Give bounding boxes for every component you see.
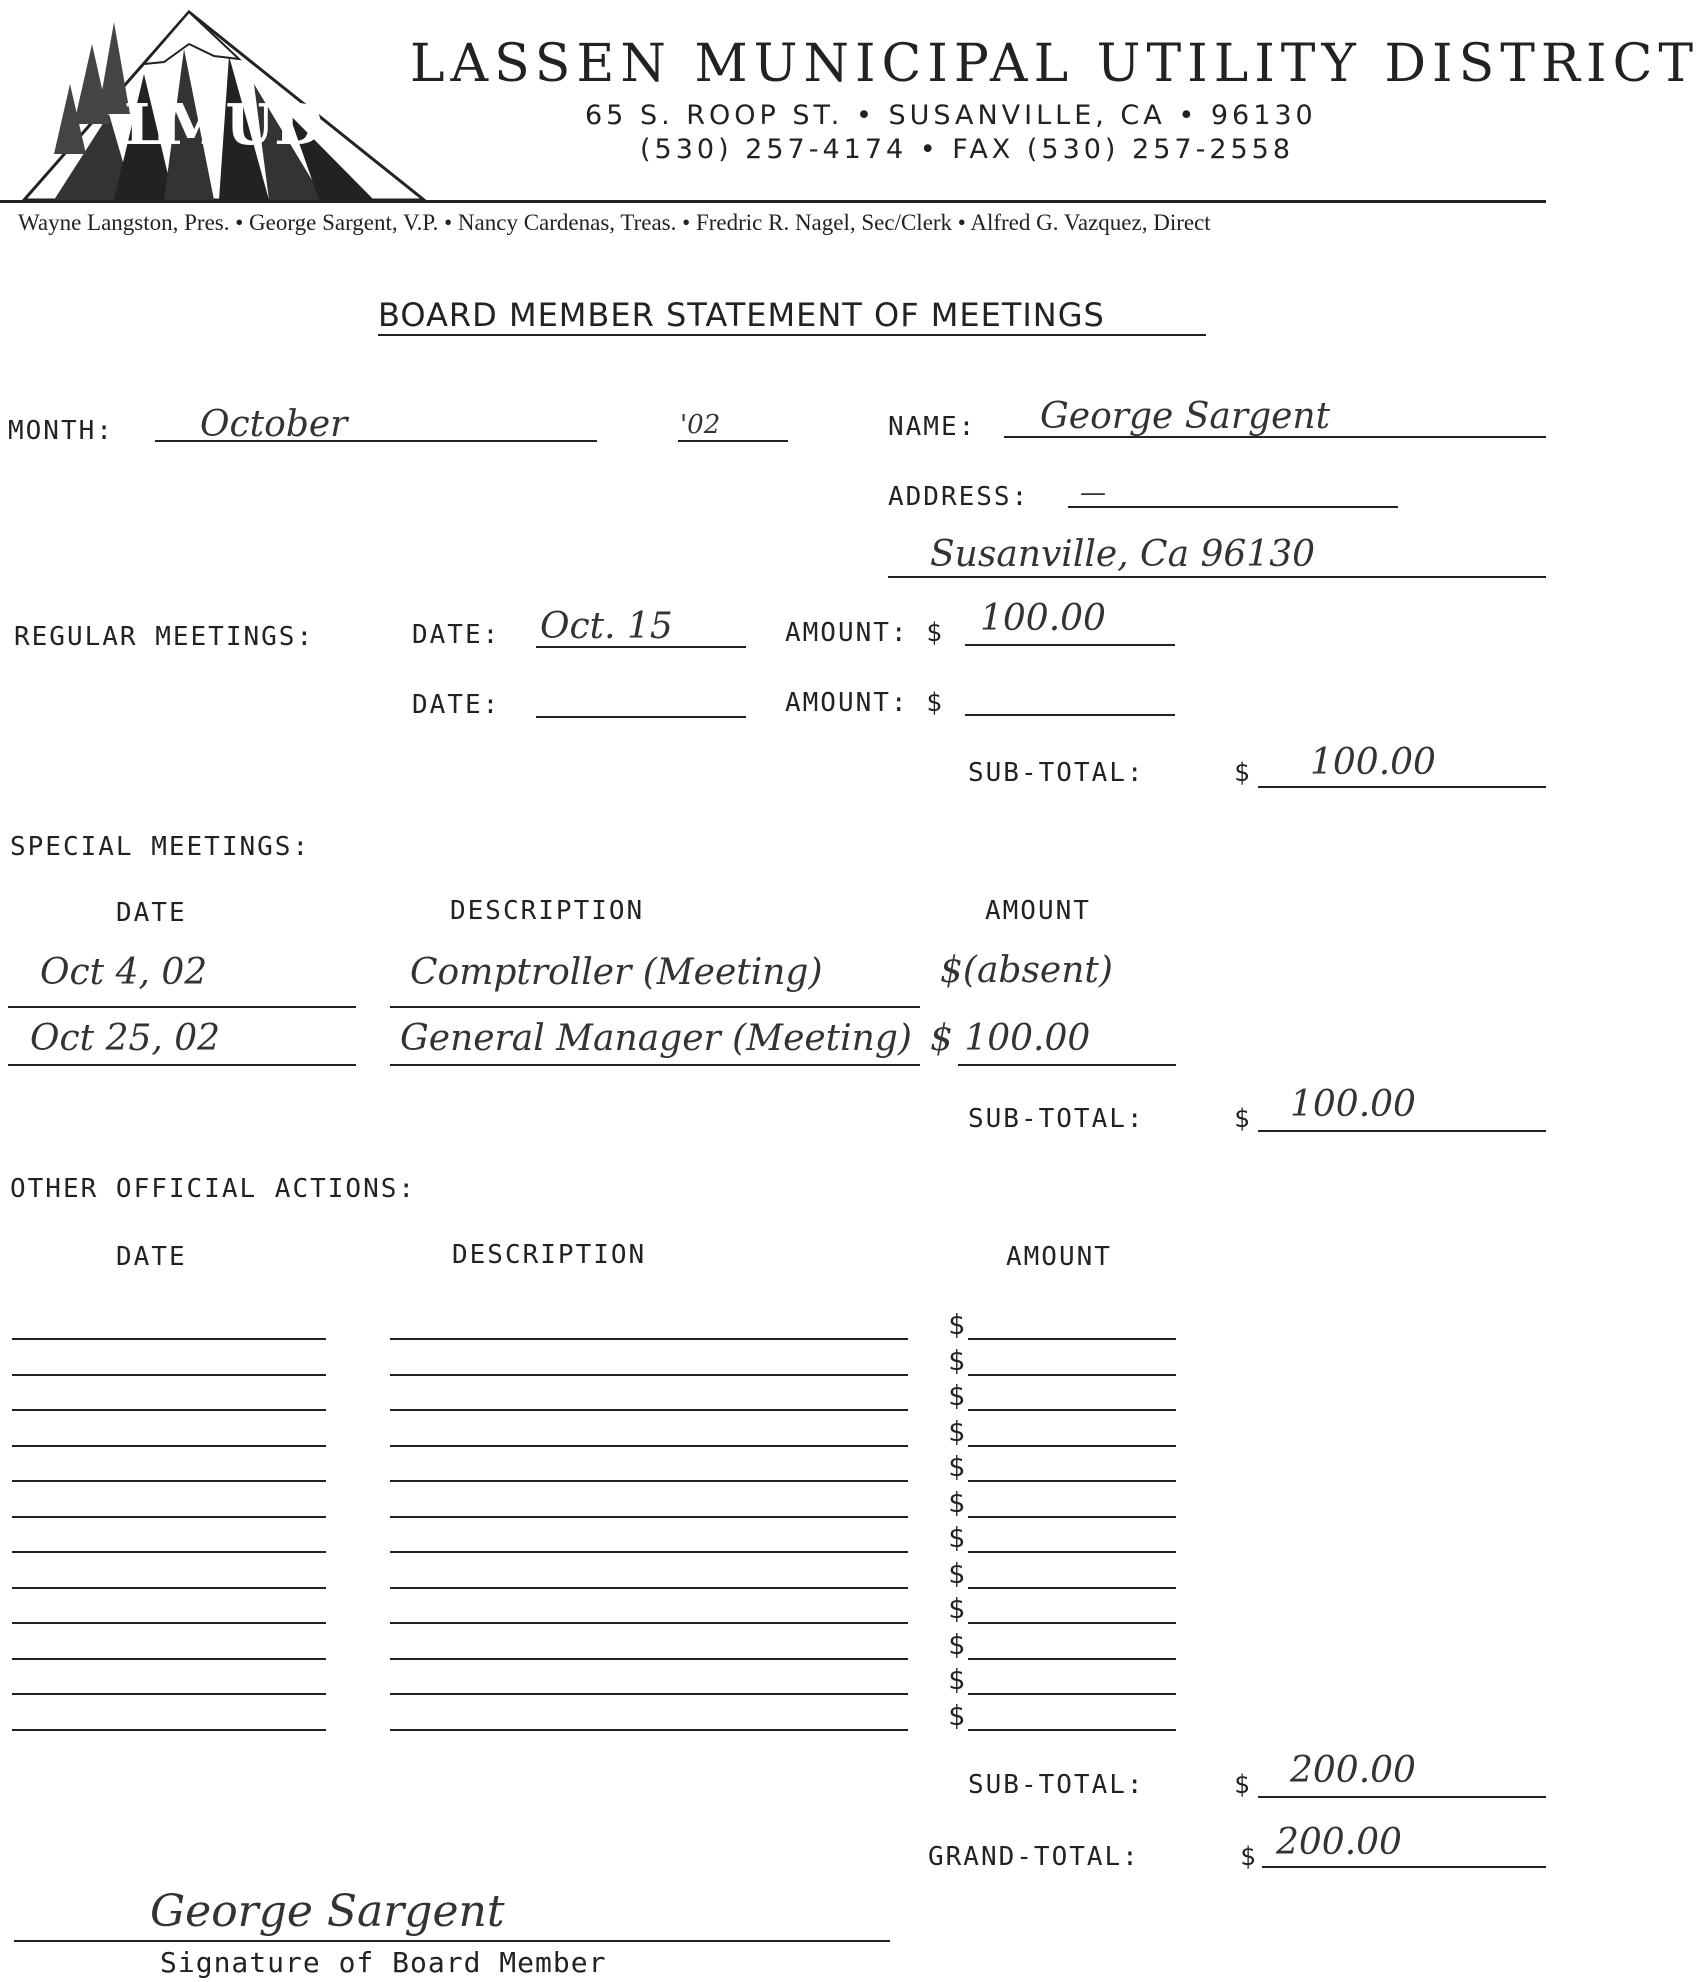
- other-description-line[interactable]: [390, 1516, 908, 1518]
- other-date-line[interactable]: [12, 1516, 326, 1518]
- special-meetings-label: SPECIAL MEETINGS:: [10, 832, 311, 862]
- regular-amount-label-1: AMOUNT: $: [785, 618, 944, 648]
- special-col-amount: AMOUNT: [985, 896, 1091, 926]
- other-date-line[interactable]: [12, 1729, 326, 1731]
- other-date-line[interactable]: [12, 1693, 326, 1695]
- org-name: LASSEN MUNICIPAL UTILITY DISTRICT: [410, 34, 1699, 94]
- regular-amount-value-1[interactable]: 100.00: [980, 598, 1106, 639]
- address-value-1[interactable]: —: [1080, 478, 1106, 508]
- other-date-line[interactable]: [12, 1480, 326, 1482]
- special-date-line-1: [8, 1006, 356, 1008]
- year-line: [678, 440, 788, 442]
- grand-total-value[interactable]: 200.00: [1276, 1822, 1402, 1863]
- other-description-line[interactable]: [390, 1374, 908, 1376]
- other-date-line[interactable]: [12, 1551, 326, 1553]
- other-col-date: DATE: [116, 1242, 187, 1272]
- special-desc-value-1[interactable]: Comptroller (Meeting): [410, 952, 823, 993]
- other-description-line[interactable]: [390, 1622, 908, 1624]
- other-subtotal-dollar: $: [1234, 1770, 1252, 1800]
- special-desc-value-2[interactable]: General Manager (Meeting): [400, 1018, 912, 1059]
- regular-subtotal-dollar: $: [1234, 758, 1252, 788]
- other-description-line[interactable]: [390, 1729, 908, 1731]
- address-line-2: [888, 576, 1546, 578]
- special-amount-value-1[interactable]: $(absent): [940, 950, 1113, 991]
- other-dollar-sign: $: [948, 1521, 965, 1554]
- other-amount-line[interactable]: [968, 1480, 1176, 1482]
- other-dollar-sign: $: [948, 1557, 965, 1590]
- other-amount-line[interactable]: [968, 1729, 1176, 1731]
- other-date-line[interactable]: [12, 1445, 326, 1447]
- other-dollar-sign: $: [948, 1379, 965, 1412]
- other-description-line[interactable]: [390, 1658, 908, 1660]
- board-member-signature[interactable]: George Sargent: [150, 1886, 505, 1937]
- regular-date-value-1[interactable]: Oct. 15: [540, 606, 673, 647]
- regular-subtotal-line: [1258, 786, 1546, 788]
- regular-amount-line-2[interactable]: [965, 714, 1175, 716]
- special-amount-line-2: [958, 1064, 1176, 1066]
- special-subtotal-label: SUB-TOTAL:: [968, 1104, 1145, 1134]
- special-subtotal-line: [1258, 1130, 1546, 1132]
- other-amount-line[interactable]: [968, 1409, 1176, 1411]
- other-subtotal-line: [1258, 1796, 1546, 1798]
- special-desc-line-2: [390, 1064, 920, 1066]
- other-amount-line[interactable]: [968, 1693, 1176, 1695]
- other-dollar-sign: $: [948, 1663, 965, 1696]
- other-description-line[interactable]: [390, 1551, 908, 1553]
- special-subtotal-dollar: $: [1234, 1104, 1252, 1134]
- other-amount-line[interactable]: [968, 1445, 1176, 1447]
- other-actions-label: OTHER OFFICIAL ACTIONS:: [10, 1174, 417, 1204]
- signature-caption: Signature of Board Member: [160, 1946, 607, 1979]
- special-desc-line-1: [390, 1006, 920, 1008]
- lmud-logo: [14, 4, 434, 204]
- other-dollar-sign: $: [948, 1308, 965, 1341]
- other-dollar-sign: $: [948, 1344, 965, 1377]
- logo-text: LMUD: [124, 92, 323, 158]
- special-date-value-2[interactable]: Oct 25, 02: [30, 1018, 221, 1059]
- officers-list: Wayne Langston, Pres. • George Sargent, V.P. • Nancy Cardenas, Treas. • Fredric R. Nagel, Sec/Clerk • Alfred G. Vazquez, Direct: [18, 210, 1211, 235]
- month-label: MONTH:: [8, 416, 114, 446]
- title-underline: [378, 334, 1206, 336]
- other-dollar-sign: $: [948, 1699, 965, 1732]
- regular-amount-line-1: [965, 644, 1175, 646]
- other-description-line[interactable]: [390, 1338, 908, 1340]
- other-col-amount: AMOUNT: [1006, 1242, 1112, 1272]
- regular-subtotal-label: SUB-TOTAL:: [968, 758, 1145, 788]
- other-dollar-sign: $: [948, 1450, 965, 1483]
- other-col-description: DESCRIPTION: [452, 1240, 647, 1270]
- other-date-line[interactable]: [12, 1409, 326, 1411]
- regular-subtotal-value[interactable]: 100.00: [1310, 742, 1436, 783]
- special-col-description: DESCRIPTION: [450, 896, 645, 926]
- other-amount-line[interactable]: [968, 1374, 1176, 1376]
- other-description-line[interactable]: [390, 1693, 908, 1695]
- other-subtotal-value[interactable]: 200.00: [1290, 1750, 1416, 1791]
- address-label: ADDRESS:: [888, 482, 1030, 512]
- other-dollar-sign: $: [948, 1628, 965, 1661]
- special-date-value-1[interactable]: Oct 4, 02: [40, 952, 208, 993]
- address-value-2[interactable]: Susanville, Ca 96130: [930, 534, 1316, 575]
- name-label: NAME:: [888, 412, 977, 442]
- month-value[interactable]: October: [200, 404, 348, 445]
- org-address: 65 S. ROOP ST. • SUSANVILLE, CA • 96130: [585, 100, 1317, 131]
- other-dollar-sign: $: [948, 1486, 965, 1519]
- other-description-line[interactable]: [390, 1409, 908, 1411]
- grand-total-line: [1262, 1866, 1546, 1868]
- grand-total-dollar: $: [1240, 1842, 1258, 1872]
- other-amount-line[interactable]: [968, 1587, 1176, 1589]
- other-amount-line[interactable]: [968, 1658, 1176, 1660]
- address-line-1: [1068, 506, 1398, 508]
- regular-date-label-1: DATE:: [412, 620, 501, 650]
- signature-line: [14, 1940, 890, 1942]
- grand-total-label: GRAND-TOTAL:: [928, 1842, 1140, 1872]
- special-amount-value-2[interactable]: $ 100.00: [930, 1018, 1091, 1059]
- other-date-line[interactable]: [12, 1587, 326, 1589]
- other-dollar-sign: $: [948, 1592, 965, 1625]
- org-phone-fax: (530) 257-4174 • FAX (530) 257-2558: [640, 134, 1295, 165]
- regular-date-line-2[interactable]: [536, 716, 746, 718]
- other-description-line[interactable]: [390, 1445, 908, 1447]
- other-amount-line[interactable]: [968, 1516, 1176, 1518]
- header-divider: [0, 200, 1546, 203]
- name-value[interactable]: George Sargent: [1040, 396, 1331, 437]
- other-description-line[interactable]: [390, 1587, 908, 1589]
- other-amount-line[interactable]: [968, 1338, 1176, 1340]
- other-date-line[interactable]: [12, 1622, 326, 1624]
- other-date-line[interactable]: [12, 1374, 326, 1376]
- other-dollar-sign: $: [948, 1415, 965, 1448]
- special-subtotal-value[interactable]: 100.00: [1290, 1084, 1416, 1125]
- other-amount-line[interactable]: [968, 1622, 1176, 1624]
- regular-date-label-2: DATE:: [412, 690, 501, 720]
- regular-meetings-label: REGULAR MEETINGS:: [14, 622, 315, 652]
- regular-amount-label-2: AMOUNT: $: [785, 688, 944, 718]
- form-title: BOARD MEMBER STATEMENT OF MEETINGS: [378, 296, 1105, 334]
- other-description-line[interactable]: [390, 1480, 908, 1482]
- special-date-line-2: [8, 1064, 356, 1066]
- other-date-line[interactable]: [12, 1658, 326, 1660]
- year-value[interactable]: '02: [680, 410, 721, 440]
- other-amount-line[interactable]: [968, 1551, 1176, 1553]
- other-date-line[interactable]: [12, 1338, 326, 1340]
- other-subtotal-label: SUB-TOTAL:: [968, 1770, 1145, 1800]
- special-col-date: DATE: [116, 898, 187, 928]
